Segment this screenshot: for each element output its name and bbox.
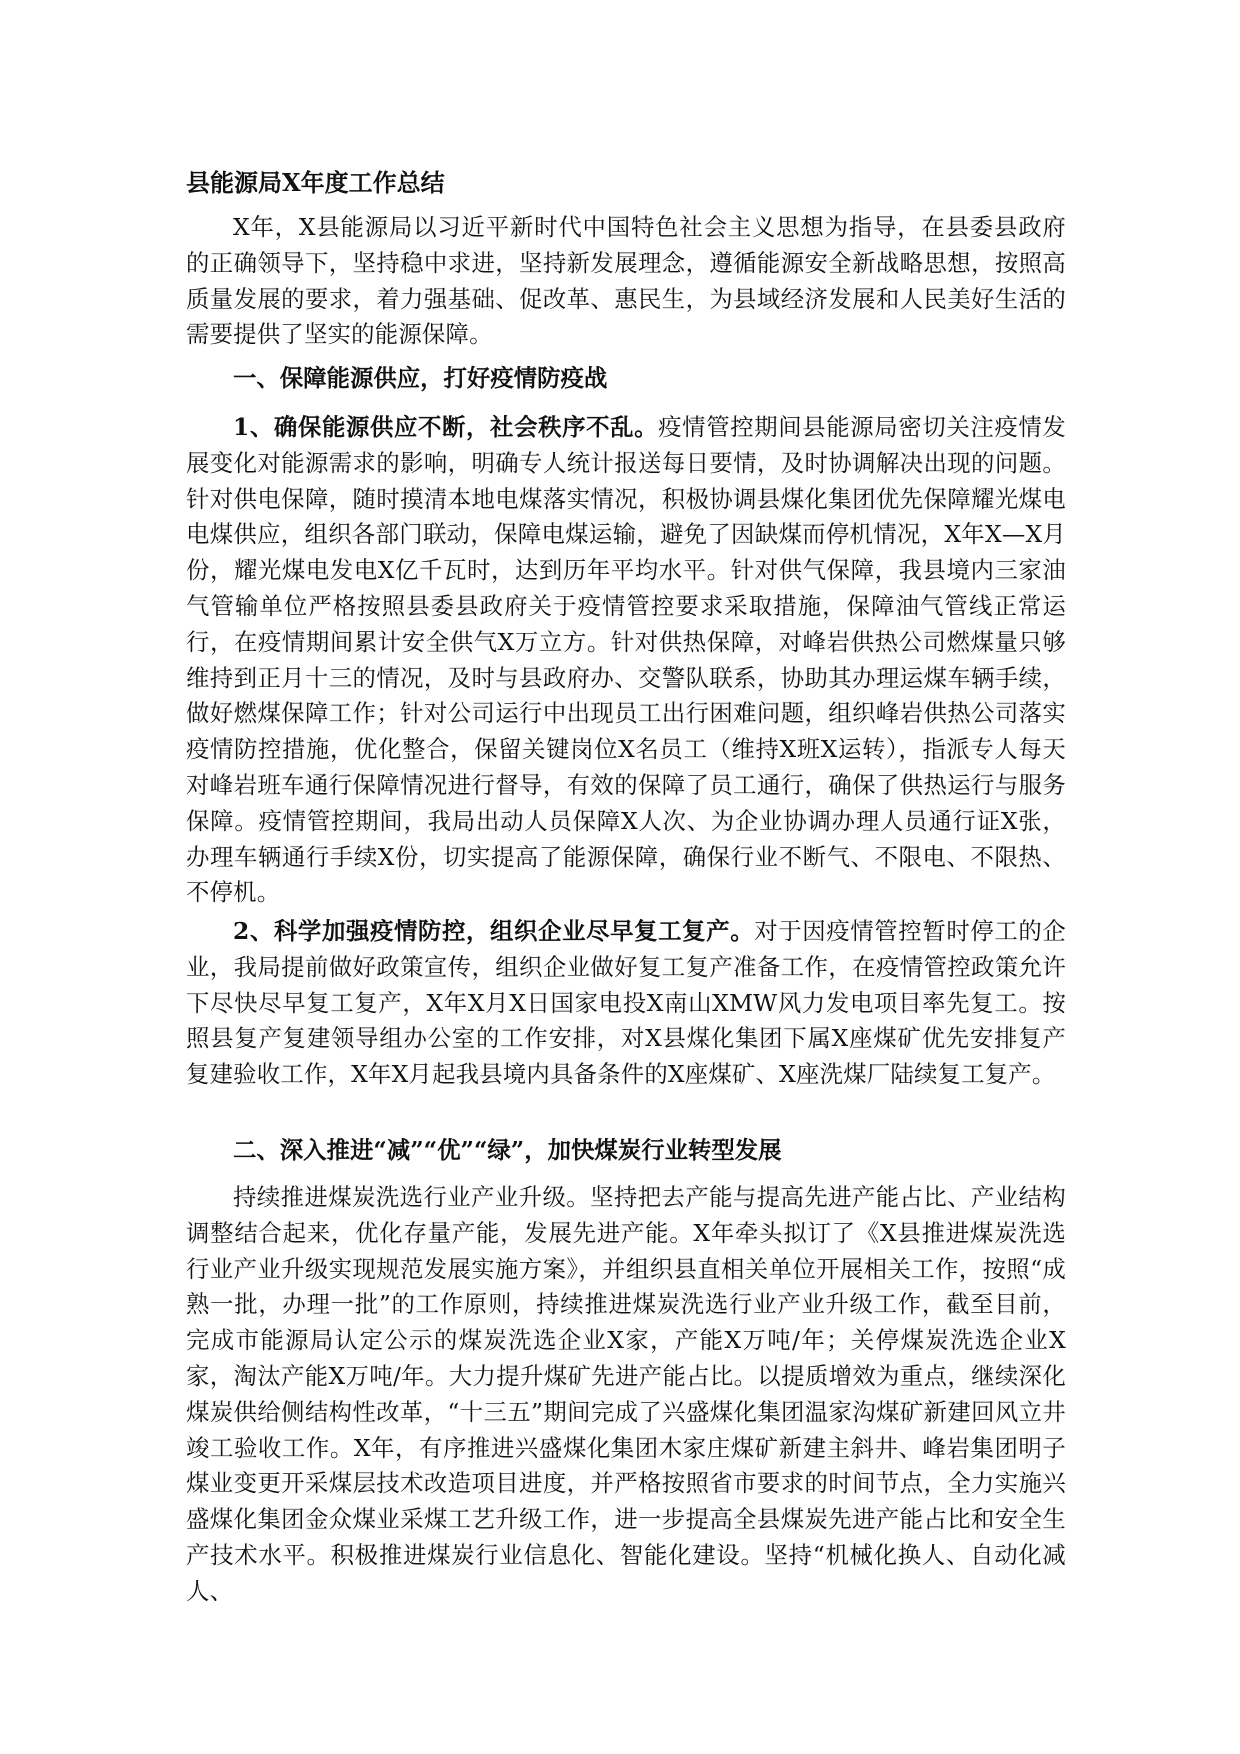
- document-title: 县能源局X年度工作总结: [186, 168, 445, 197]
- section-2-heading: 二、深入推进“减”“优”“绿”，加快煤炭行业转型发展: [233, 1136, 782, 1164]
- intro-paragraph: X年，X县能源局以习近平新时代中国特色社会主义思想为指导，在县委县政府的正确领导下，坚持稳中求进，坚持新发展理念，遵循能源安全新战略思想，按照高质量发展的要求，着力强基础、促改革、惠民生，为县域经济发展和人民美好生活的需要提供了坚实的能源保障。: [186, 213, 1066, 349]
- section-2-body: 持续推进煤炭洗选行业产业升级。坚持把去产能与提高先进产能占比、产业结构调整结合起来，优化存量产能，发展先进产能。X年牵头拟订了《X县推进煤炭洗选行业产业升级实现规范发展实施方案》，并组织县直相关单位开展相关工作，按照“成熟一批，办理一批”的工作原则，持续推进煤炭洗选行业产业升级工作，截至目前，完成市能源局认定公示的煤炭洗选企业X家，产能X万吨/年；关停煤炭洗选企业X家，淘汰产能X万吨/年。大力提升煤矿先进产能占比。以提质增效为重点，继续深化煤炭供给侧结构性改革，“十三五”期间完成了兴盛煤化集团温家沟煤矿新建回风立井竣工验收工作。X年，有序推进兴盛煤化集团木家庄煤矿新建主斜井、峰岩集团明子煤业变更开采煤层技术改造项目进度，并严格按照省市要求的时间节点，全力实施兴盛煤化集团金众煤业采煤工艺升级工作，进一步提高全县煤炭先进产能占比和安全生产技术水平。积极推进煤炭行业信息化、智能化建设。坚持“机械化换人、自动化减人、: [186, 1183, 1066, 1605]
- item-2-body: 对于因疫情管控暂时停工的企业，我局提前做好政策宣传，组织企业做好复工复产准备工作，在疫情管控政策允许下尽快尽早复工复产，X年X月X日国家电投X南山XMW风力发电项目率先复工。按照县复产复建领导组办公室的工作安排，对X县煤化集团下属X座煤矿优先安排复产复建验收工作，X年X月起我县境内具备条件的X座煤矿、X座洗煤厂陆续复工复产。: [186, 917, 1066, 1089]
- section-1-item-1: [186, 410, 1066, 911]
- item-1-lead: 1、确保能源供应不断，社会秩序不乱。: [233, 413, 659, 441]
- item-2-lead: 2、科学加强疫情防控，组织企业尽早复工复产。: [233, 917, 755, 945]
- section-1-heading: 一、保障能源供应，打好疫情防疫战: [233, 364, 608, 392]
- item-1-body: 疫情管控期间县能源局密切关注疫情发展变化对能源需求的影响，明确专人统计报送每日要情，及时协调解决出现的问题。针对供电保障，随时摸清本地电煤落实情况，积极协调县煤化集团优先保障耀光煤电电煤供应，组织各部门联动，保障电煤运输，避免了因缺煤而停机情况，X年X—X月份，耀光煤电发电X亿千瓦时，达到历年平均水平。针对供气保障，我县境内三家油气管输单位严格按照县委县政府关于疫情管控要求采取措施，保障油气管线正常运行，在疫情期间累计安全供气X万立方。针对供热保障，对峰岩供热公司燃煤量只够维持到正月十三的情况，及时与县政府办、交警队联系，协助其办理运煤车辆手续，做好燃煤保障工作；针对公司运行中出现员工出行困难问题，组织峰岩供热公司落实疫情防控措施，优化整合，保留关键岗位X名员工（维持X班X运转），指派专人每天对峰岩班车通行保障情况进行督导，有效的保障了员工通行，确保了供热运行与服务保障。疫情管控期间，我局出动人员保障X人次、为企业协调办理人员通行证X张，办理车辆通行手续X份，切实提高了能源保障，确保行业不断气、不限电、不限热、不停机。: [186, 413, 1067, 907]
- section-1-item-2: [186, 914, 1066, 1093]
